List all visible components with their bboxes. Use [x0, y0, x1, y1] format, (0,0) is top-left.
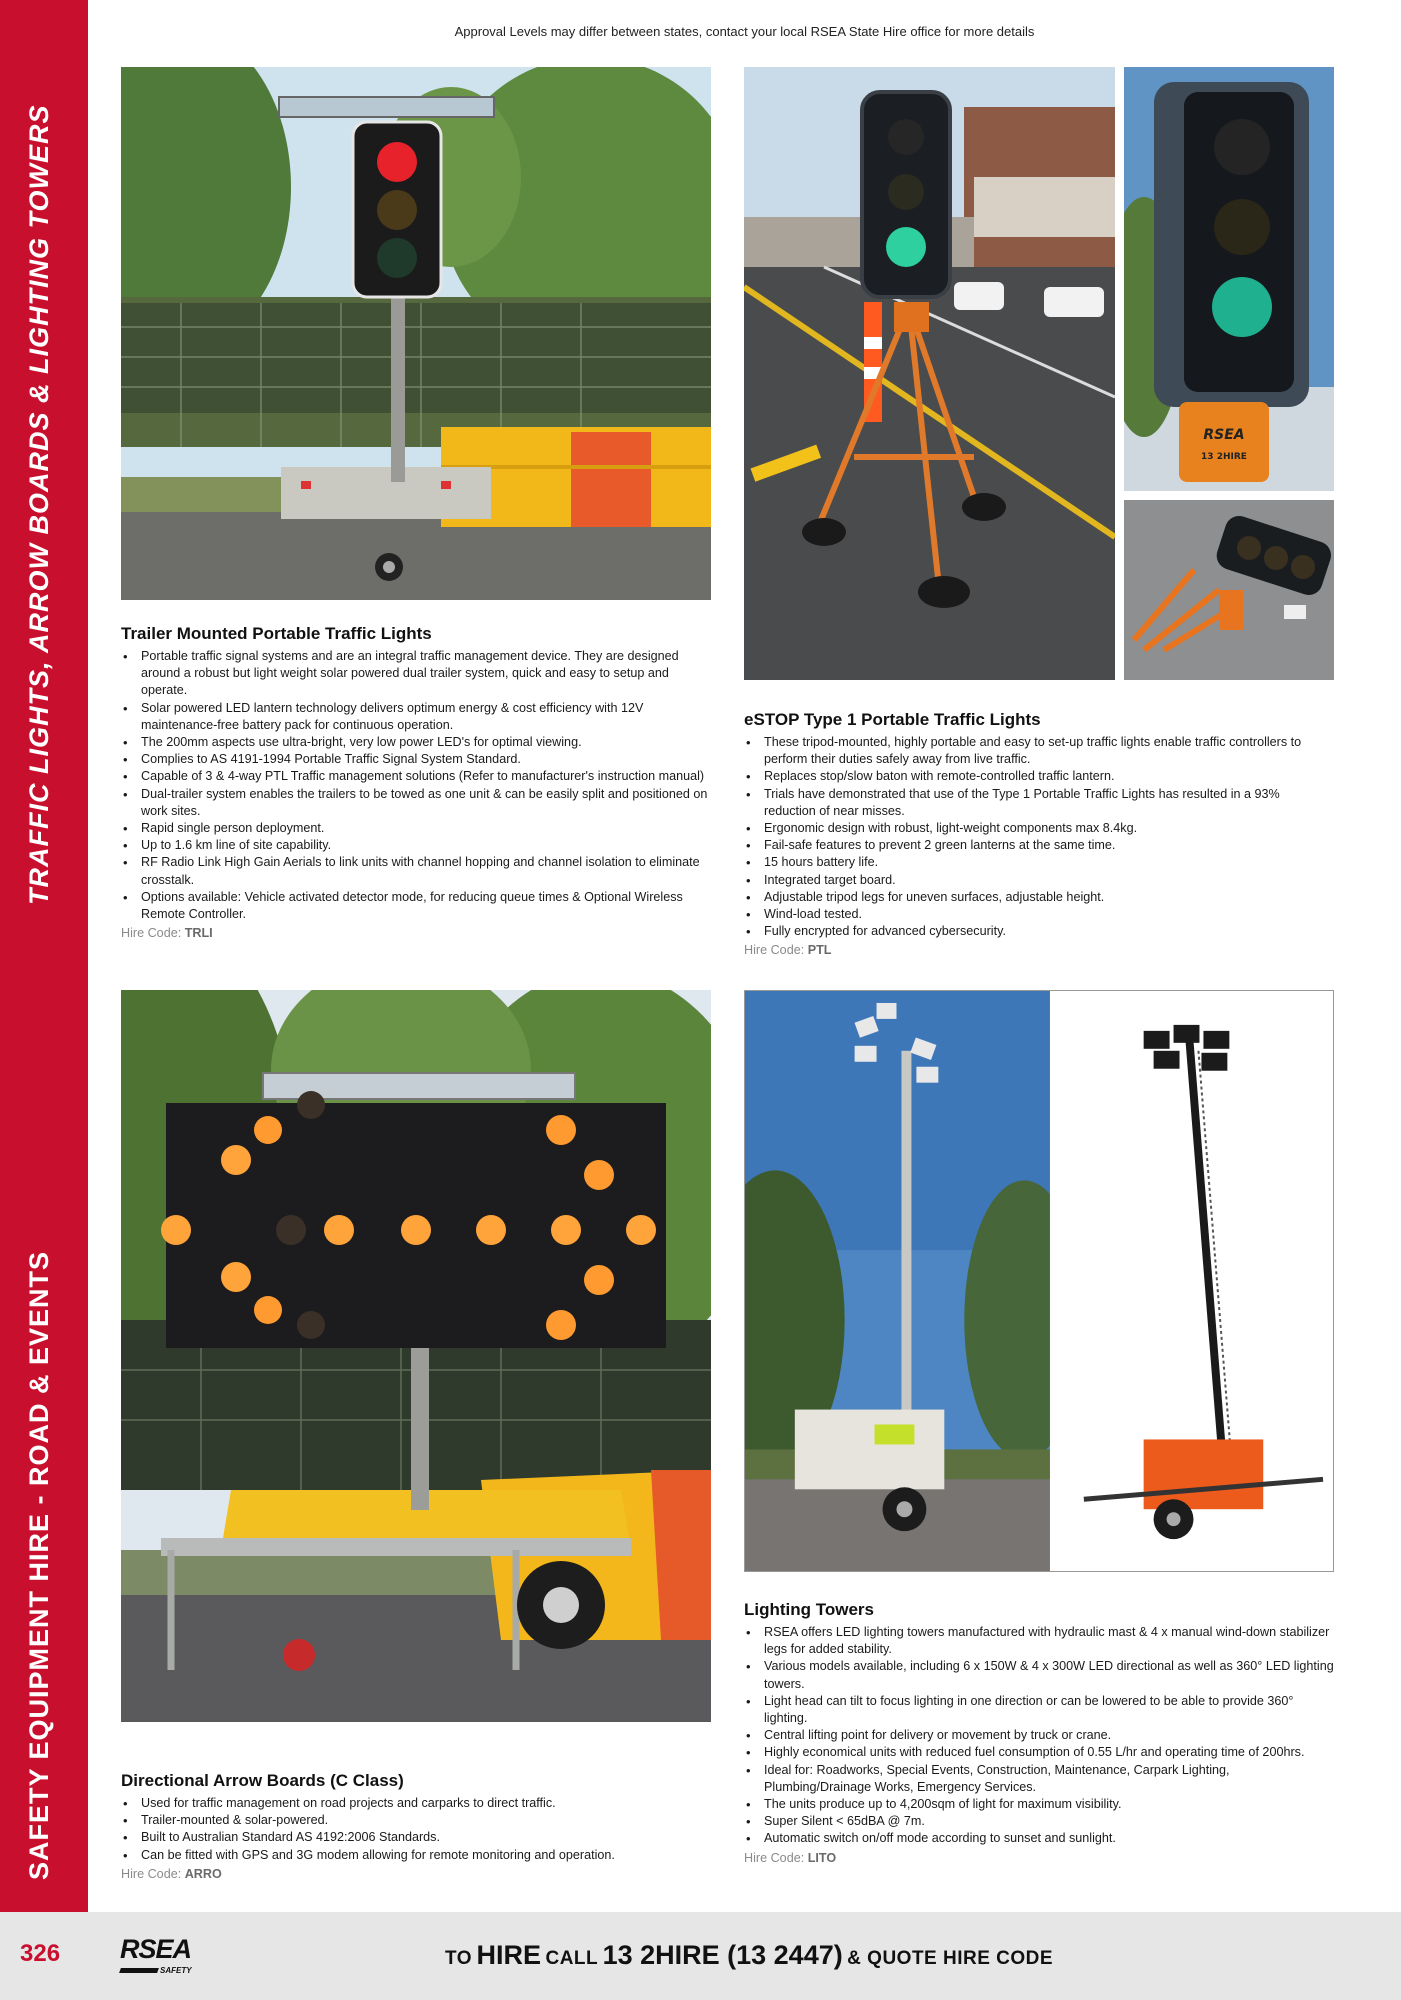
sidebar-section-title: SAFETY EQUIPMENT HIRE - ROAD & EVENTS	[24, 1250, 54, 1880]
lighting-title: Lighting Towers	[744, 1600, 875, 1619]
list-item: • The 200mm aspects use ultra-bright, very low power LED's for optimal viewing.	[121, 734, 711, 751]
lighting-hire-code: Hire Code: LITO	[744, 1850, 837, 1865]
trailer-title: Trailer Mounted Portable Traffic Lights	[121, 624, 432, 643]
list-item: • Adjustable tripod legs for uneven surfaces, adjustable height.	[744, 889, 1334, 906]
estop-tripod-photo	[744, 67, 1115, 680]
arrow-title: Directional Arrow Boards (C Class)	[121, 1771, 404, 1790]
list-item: • Wind-load tested.	[744, 906, 1334, 923]
lighting-towers-section	[744, 1600, 1334, 1865]
list-item: • RSEA offers LED lighting towers manufactured with hydraulic mast & 4 x manual wind-down stabilizer legs for added stability.	[744, 1624, 1334, 1658]
list-item: • 15 hours battery life.	[744, 854, 1334, 871]
list-item: • Various models available, including 6 x 150W & 4 x 300W LED directional as well as 360° LED lighting towers.	[744, 1658, 1334, 1692]
trailer-hire-code: Hire Code: TRLI	[121, 926, 213, 941]
list-item: • Rapid single person deployment.	[121, 820, 711, 837]
lighting-features	[744, 1624, 1334, 1848]
list-item: • These tripod-mounted, highly portable and easy to set-up traffic lights enable traffic controllers to perform their duties safely away from live traffic.	[744, 734, 1334, 768]
arrow-features	[121, 1795, 711, 1864]
page-number: 326	[20, 1940, 61, 1967]
estop-title: eSTOP Type 1 Portable Traffic Lights	[744, 710, 1041, 729]
list-item: • Super Silent < 65dBA @ 7m.	[744, 1813, 1334, 1830]
estop-features	[744, 734, 1334, 940]
lighting-towers-photo	[744, 990, 1334, 1572]
hire-call-to-action: TO HIRE CALL 13 2HIRE (13 2447) & QUOTE HIRE CODE	[445, 1940, 1054, 1970]
list-item: • Highly economical units with reduced fuel consumption of 0.55 L/hr and operating time of 200hrs.	[744, 1744, 1334, 1761]
estop-kit-photo	[1124, 500, 1334, 680]
list-item: • Trials have demonstrated that use of the Type 1 Portable Traffic Lights has resulted in a 93% reduction of near misses.	[744, 786, 1334, 820]
list-item: • Integrated target board.	[744, 872, 1334, 889]
approval-note: Approval Levels may differ between states, contact your local RSEA State Hire office for more details	[454, 24, 1035, 39]
list-item: • Trailer-mounted & solar-powered.	[121, 1812, 711, 1829]
arrow-boards-section	[121, 1771, 711, 1881]
estop-hire-code: Hire Code: PTL	[744, 943, 832, 958]
list-item: • Ergonomic design with robust, light-weight components max 8.4kg.	[744, 820, 1334, 837]
arrow-hire-code: Hire Code: ARRO	[121, 1866, 222, 1881]
sidebar-category-title: TRAFFIC LIGHTS, ARROW BOARDS & LIGHTING TOWERS	[24, 104, 54, 905]
list-item: • Portable traffic signal systems and are an integral traffic management device. They are designed around a robust but light weight solar powered dual trailer system, quick and easy to setup and operate.	[121, 648, 711, 700]
list-item: • Automatic switch on/off mode according to sunset and sunlight.	[744, 1830, 1334, 1847]
list-item: • Capable of 3 & 4-way PTL Traffic management solutions (Refer to manufacturer's instruction manual)	[121, 768, 711, 785]
list-item: • Light head can tilt to focus lighting in one direction or can be lowered to be able to provide 360° lighting.	[744, 1693, 1334, 1727]
list-item: • Fully encrypted for advanced cybersecurity.	[744, 923, 1334, 940]
list-item: • Replaces stop/slow baton with remote-controlled traffic lantern.	[744, 768, 1334, 785]
list-item: • Fail-safe features to prevent 2 green lanterns at the same time.	[744, 837, 1334, 854]
logo-swoosh-icon	[119, 1968, 159, 1973]
trailer-traffic-lights-section	[121, 624, 711, 940]
estop-section	[744, 710, 1334, 957]
list-item: • Complies to AS 4191-1994 Portable Traffic Signal System Standard.	[121, 751, 711, 768]
estop-lantern-closeup-photo	[1124, 67, 1334, 491]
tripod-box-phone: 13 2HIRE	[1201, 452, 1247, 462]
list-item: • Built to Australian Standard AS 4192:2006 Standards.	[121, 1829, 711, 1846]
list-item: • Ideal for: Roadworks, Special Events, Construction, Maintenance, Carpark Lighting, Plumbing/Drainage Works, Emergency Services.	[744, 1762, 1334, 1796]
tripod-box-logo: RSEA	[1203, 427, 1245, 443]
trailer-traffic-lights-photo	[121, 67, 711, 600]
list-item: • Used for traffic management on road projects and carparks to direct traffic.	[121, 1795, 711, 1812]
list-item: • The units produce up to 4,200sqm of light for maximum visibility.	[744, 1796, 1334, 1813]
list-item: • Up to 1.6 km line of site capability.	[121, 837, 711, 854]
rsea-logo: RSEA SAFETY	[120, 1934, 192, 1975]
trailer-features	[121, 648, 711, 923]
list-item: • Can be fitted with GPS and 3G modem allowing for remote monitoring and operation.	[121, 1847, 711, 1864]
list-item: • Options available: Vehicle activated detector mode, for reducing queue times & Optional Wireless Remote Controller.	[121, 889, 711, 923]
arrow-board-photo	[121, 990, 711, 1722]
hire-phone-number: 13 2HIRE (13 2447)	[602, 1940, 843, 1970]
list-item: • Solar powered LED lantern technology delivers optimum energy & cost efficiency with 12V maintenance-free battery pack for continuous operation.	[121, 700, 711, 734]
list-item: • Dual-trailer system enables the trailers to be towed as one unit & can be easily split and positioned on work sites.	[121, 786, 711, 820]
list-item: • RF Radio Link High Gain Aerials to link units with channel hopping and channel isolation to eliminate crosstalk.	[121, 854, 711, 888]
list-item: • Central lifting point for delivery or movement by truck or crane.	[744, 1727, 1334, 1744]
